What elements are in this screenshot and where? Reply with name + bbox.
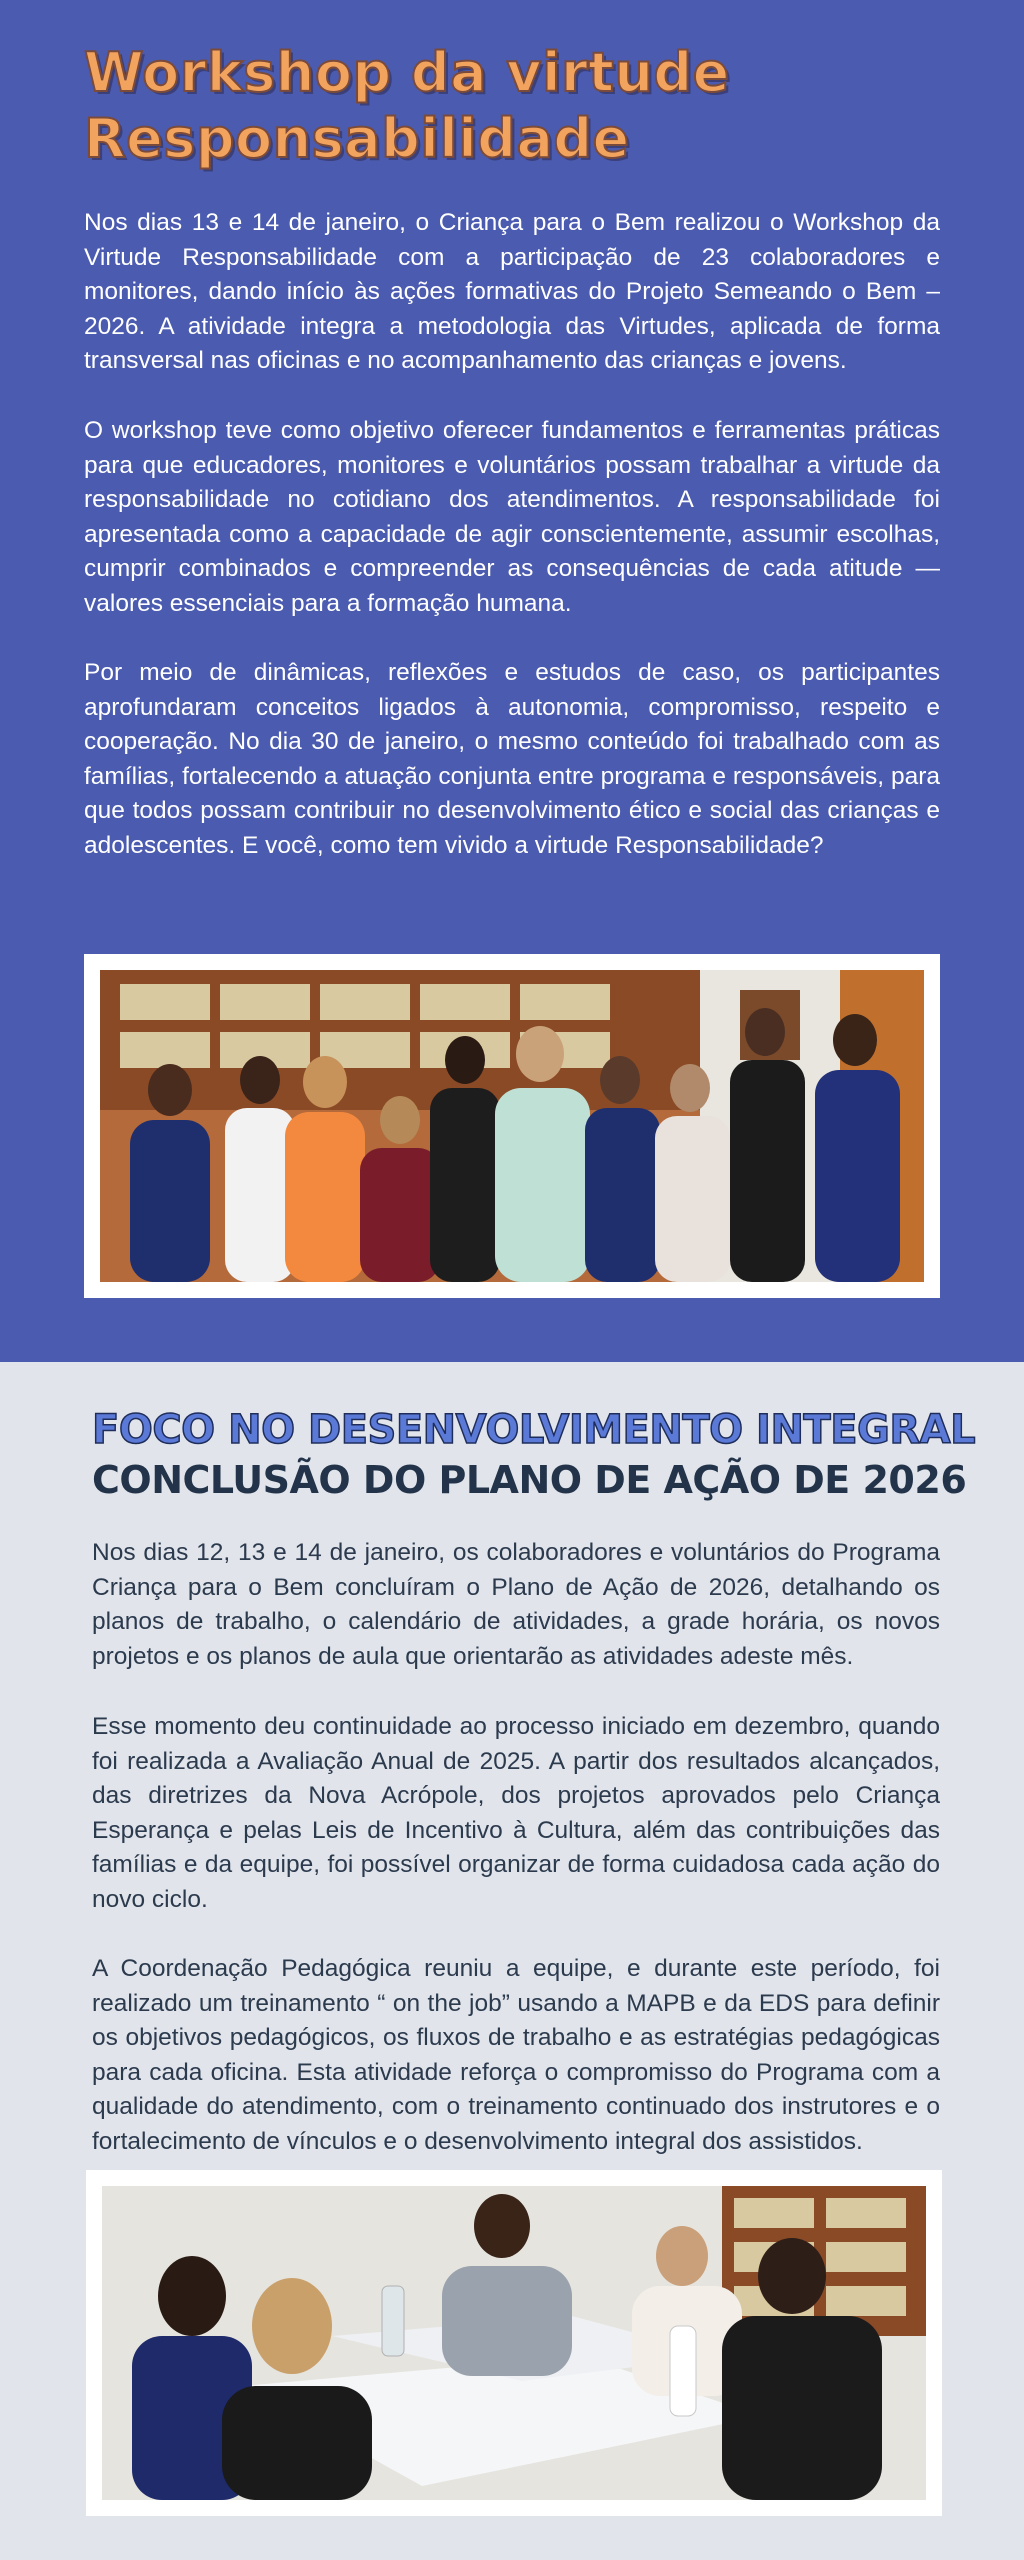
plan-photo-frame: [86, 2170, 942, 2516]
workshop-title-line2: Responsabilidade: [84, 107, 630, 170]
focus-title: FOCO NO DESENVOLVIMENTO INTEGRAL: [92, 1407, 976, 1453]
workshop-group-photo: [100, 970, 924, 1282]
workshop-title: [84, 40, 944, 172]
workshop-paragraph-1: Nos dias 13 e 14 de janeiro, o Criança para o Bem realizou o Workshop da Virtude Responsabilidade com a participação de 23 colaboradores e monitores, dando início às ações formativas do Projeto Semeando o Bem – 2026. A atividade integra a metodologia das Virtudes, aplicada de forma transversal nas oficinas e no acompanhamento das crianças e jovens.: [84, 209, 940, 374]
plan-title: CONCLUSÃO DO PLANO DE AÇÃO DE 2026: [92, 1458, 967, 1502]
plan-paragraph-1: Nos dias 12, 13 e 14 de janeiro, os colaboradores e voluntários do Programa Criança para o Bem concluíram o Plano de Ação de 2026, detalhando os planos de trabalho, o calendário de atividades, a grade horária, os novos projetos e os planos de aula que orientarão as atividades adeste mês.: [92, 1539, 940, 1670]
plan-meeting-photo: [102, 2186, 926, 2500]
plan-paragraph-3: A Coordenação Pedagógica reuniu a equipe, e durante este período, foi realizado um treinamento “ on the job” usando a MAPB e da EDS para definir os objetivos pedagógicos, os fluxos de trabalho e as estratégias pedagógicas para cada oficina. Esta atividade reforça o compromisso do Programa com a qualidade do atendimento, com o treinamento continuado dos instrutores e o fortalecimento de vínculos e o desenvolvimento integral dos assistidos.: [92, 1955, 940, 2155]
workshop-paragraph-3: Por meio de dinâmicas, reflexões e estudos de caso, os participantes aprofundaram conceitos ligados à autonomia, compromisso, respeito e cooperação. No dia 30 de janeiro, o mesmo conteúdo foi trabalhado com as famílias, fortalecendo a atuação conjunta entre programa e responsáveis, para que todos possam contribuir no desenvolvimento ético e social das crianças e adolescentes. E você, como tem vivido a virtude Responsabilidade?: [84, 659, 940, 859]
workshop-photo-frame: [84, 954, 940, 1298]
plan-paragraph-2: Esse momento deu continuidade ao processo iniciado em dezembro, quando foi realizada a Avaliação Anual de 2025. A partir dos resultados alcançados, das diretrizes da Nova Acrópole, dos projetos aprovados pelo Criança Esperança e pelas Leis de Incentivo à Cultura, além das contribuições das famílias e da equipe, foi possível organizar de forma cuidadosa cada ação do novo ciclo.: [92, 1713, 940, 1913]
workshop-paragraph-2: O workshop teve como objetivo oferecer fundamentos e ferramentas práticas para que educadores, monitores e voluntários possam trabalhar a virtude da responsabilidade no cotidiano dos atendimentos. A responsabilidade foi apresentada como a capacidade de agir conscientemente, assumir escolhas, cumprir combinados e compreender as consequências de cada atitude — valores essenciais para a formação humana.: [84, 417, 940, 617]
workshop-title-line1: Workshop da virtude: [84, 41, 730, 104]
